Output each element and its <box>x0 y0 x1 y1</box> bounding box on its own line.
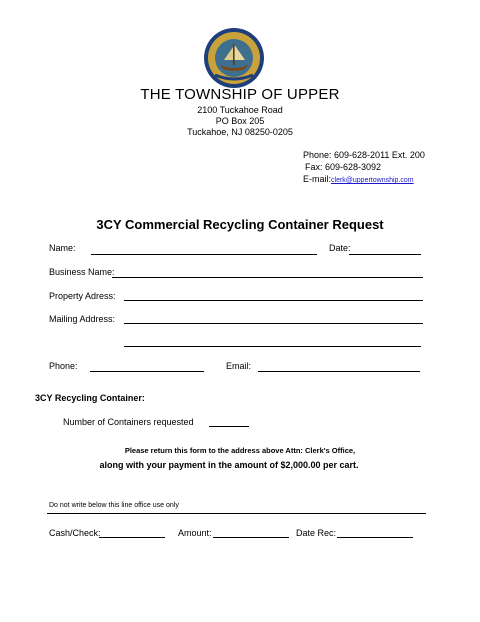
contact-email-label: E-mail: <box>303 174 332 184</box>
township-title: THE TOWNSHIP OF UPPER <box>140 86 340 103</box>
container-count-label: Number of Containers requested <box>63 417 194 427</box>
date-received-field[interactable] <box>337 537 413 538</box>
clerk-email-link[interactable]: clerk@uppertownship.com <box>331 177 414 184</box>
business-name-field[interactable] <box>112 277 423 278</box>
office-use-divider <box>47 513 426 514</box>
email-label: Email: <box>226 361 252 371</box>
mailing-address-field[interactable] <box>124 323 423 324</box>
container-section-title: 3CY Recycling Container: <box>35 393 145 403</box>
amount-field[interactable] <box>213 537 289 538</box>
payment-instructions: along with your payment in the amount of $2,000.00 per cart. <box>99 460 359 470</box>
address-line-po-box: PO Box 205 <box>215 116 265 126</box>
business-name-label: Business Name: <box>49 267 115 277</box>
office-use-note: Do not write below this line office use only <box>49 502 179 509</box>
township-seal-logo <box>203 27 265 89</box>
address-line-city: Tuckahoe, NJ 08250-0205 <box>187 127 293 137</box>
container-count-field[interactable] <box>209 426 249 427</box>
address-line-street: 2100 Tuckahoe Road <box>197 105 283 115</box>
contact-phone: Phone: 609-628-2011 Ext. 200 <box>303 150 425 160</box>
name-label: Name: <box>49 243 76 253</box>
mailing-address-field-line-2[interactable] <box>124 346 421 347</box>
phone-field[interactable] <box>90 371 204 372</box>
name-field[interactable] <box>91 254 317 255</box>
phone-label: Phone: <box>49 361 78 371</box>
property-address-label: Property Adress: <box>49 291 116 301</box>
date-label: Date: <box>329 243 351 253</box>
date-received-label: Date Rec: <box>296 528 337 538</box>
return-instructions: Please return this form to the address above Attn: Clerk's Office, <box>124 446 356 455</box>
contact-email <box>303 174 414 184</box>
mailing-address-label: Mailing Address: <box>49 314 116 324</box>
cash-check-field[interactable] <box>99 537 165 538</box>
property-address-field[interactable] <box>124 300 423 301</box>
contact-fax: Fax: 609-628-3092 <box>305 162 382 172</box>
cash-check-label: Cash/Check: <box>49 528 101 538</box>
email-field[interactable] <box>258 371 420 372</box>
form-title: 3CY Commercial Recycling Container Request <box>96 217 384 232</box>
date-field[interactable] <box>349 254 421 255</box>
amount-label: Amount: <box>178 528 212 538</box>
